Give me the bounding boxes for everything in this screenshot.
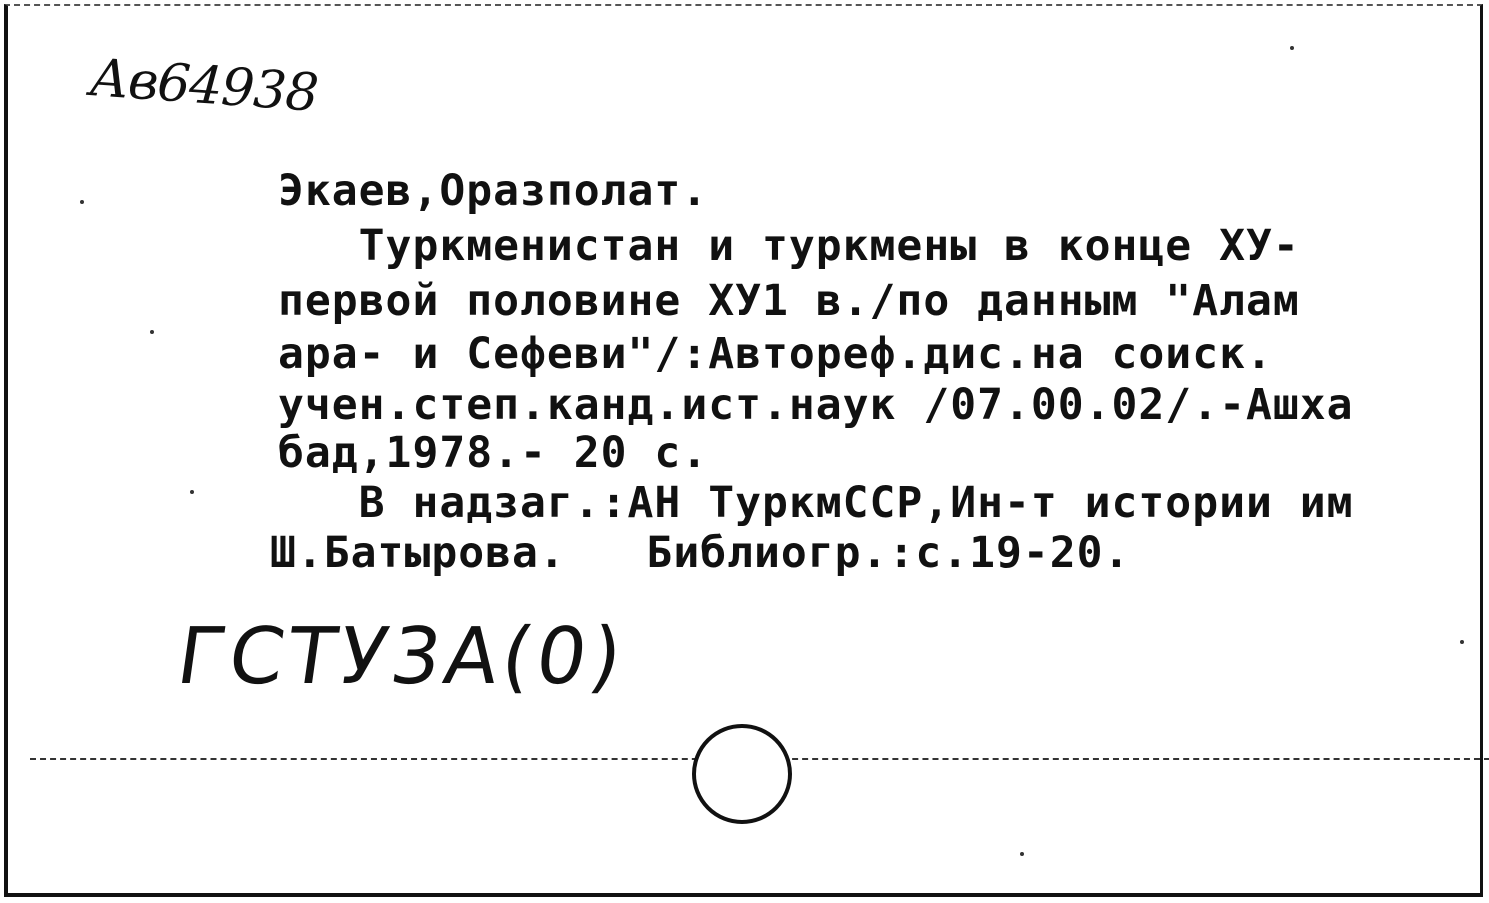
scan-speck	[80, 200, 84, 204]
catalog-card	[4, 4, 1483, 897]
entry-line-2: первой половине ХУ1 в./по данным "Алам	[278, 276, 1300, 326]
author-line: Экаев,Оразполат.	[278, 166, 709, 216]
entry-line-1: Туркменистан и туркмены в конце ХУ-	[278, 221, 1300, 271]
entry-line-6: В надзаг.:АН ТуркмССР,Ин-т истории им	[278, 478, 1354, 528]
handwritten-classification: ГСТУ3А(0)	[171, 612, 632, 702]
entry-line-4: учен.степ.канд.ист.наук /07.00.02/.-Ашха	[278, 380, 1354, 430]
scan-speck	[150, 330, 154, 334]
scan-speck	[1460, 640, 1464, 644]
entry-line-7: Ш.Батырова. Библиогр.:с.19-20.	[270, 528, 1131, 578]
entry-line-3: ара- и Сефеви"/:Автореф.дис.на соиск.	[278, 329, 1273, 379]
scan-speck	[1290, 46, 1294, 50]
scan-speck	[190, 490, 194, 494]
entry-line-5: бад,1978.- 20 с.	[278, 428, 709, 478]
card-punch-hole	[692, 724, 792, 824]
scan-speck	[1020, 852, 1024, 856]
handwritten-call-number: Ав64938	[87, 48, 320, 124]
